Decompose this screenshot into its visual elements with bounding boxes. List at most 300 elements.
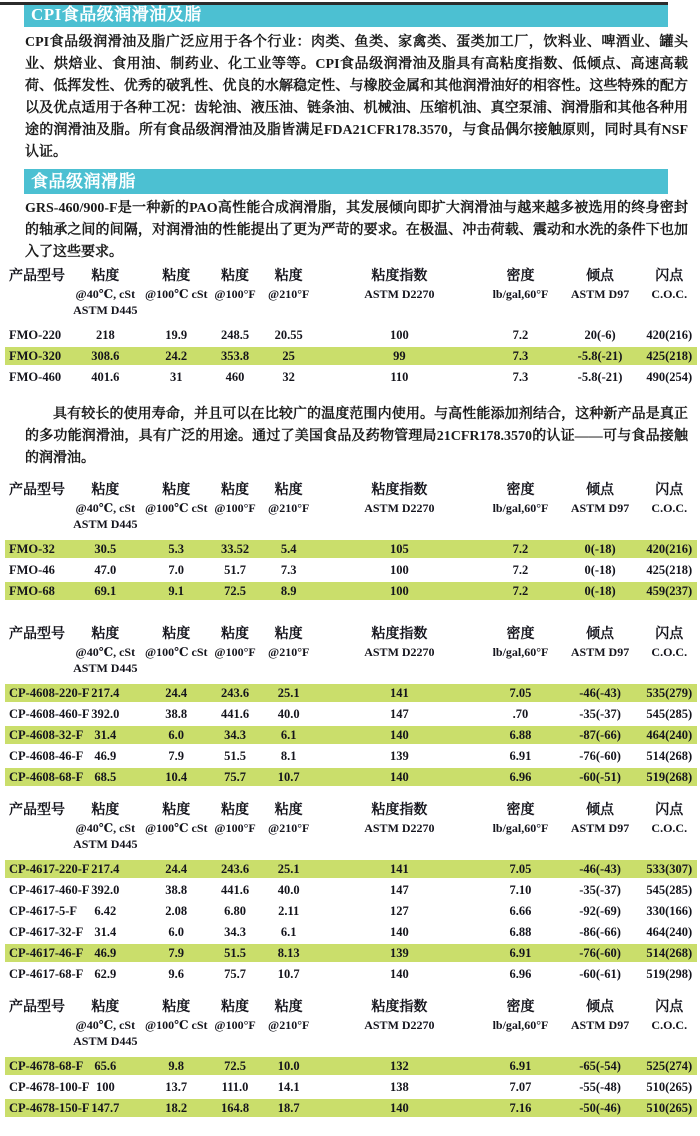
spec-value: 33.52 — [220, 541, 250, 556]
spec-value: 392.0 — [91, 882, 120, 897]
spec-value: 25 — [282, 348, 295, 363]
column-header-line: 粘度指数 — [371, 1000, 428, 1015]
table-row — [5, 923, 697, 941]
column-header-line: C.O.C. — [651, 1018, 688, 1032]
column-header-line: ASTM D445 — [73, 837, 138, 851]
spec-value: 10.7 — [277, 966, 300, 981]
spec-value: 9.1 — [168, 583, 185, 598]
spec-value: 110 — [390, 369, 409, 384]
spec-value: 7.05 — [509, 861, 532, 876]
column-header-line: C.O.C. — [651, 645, 688, 659]
spec-value: 217.4 — [91, 685, 120, 700]
spec-table-cp4678 — [5, 999, 697, 1117]
spec-value: 218 — [95, 327, 115, 342]
spec-value: 18.2 — [165, 1100, 188, 1115]
spec-value: 105 — [390, 541, 409, 556]
product-model: CP-4678-150-F — [9, 1100, 90, 1115]
column-header-line: 密度 — [506, 269, 535, 284]
column-header-line: @210°F — [268, 501, 310, 515]
table-row — [5, 860, 697, 878]
spec-value: 0(-18) — [584, 583, 616, 598]
table-row — [5, 1078, 697, 1096]
column-header-line: 产品型号 — [9, 269, 65, 284]
column-header — [261, 802, 316, 852]
spec-value: 6.96 — [509, 769, 532, 784]
spec-value: 14.1 — [277, 1079, 300, 1094]
column-header-line: 粘度 — [91, 627, 120, 642]
spec-value: 6.1 — [280, 727, 297, 742]
column-header-line: ASTM D97 — [570, 645, 630, 659]
table-row — [5, 368, 697, 386]
column-header — [209, 999, 261, 1049]
product-model: CP-4617-5-F — [9, 903, 78, 918]
spec-value: 141 — [390, 685, 409, 700]
column-header — [67, 999, 143, 1049]
spec-value: -76(-60) — [579, 945, 621, 960]
table-row — [5, 561, 697, 579]
table-row — [5, 965, 697, 983]
spec-value: -60(-61) — [579, 966, 621, 981]
spec-value: 140 — [390, 924, 409, 939]
spec-value: 243.6 — [220, 685, 250, 700]
spec-value: 7.3 — [512, 348, 529, 363]
column-header-line: 粘度 — [274, 269, 303, 284]
spec-value: 10.0 — [277, 1058, 300, 1073]
spec-value: 25.1 — [277, 685, 300, 700]
column-header — [482, 268, 558, 318]
column-header-line: @100°F — [214, 1018, 256, 1032]
column-header-line: 粘度指数 — [371, 269, 428, 284]
column-header-line: 密度 — [506, 483, 535, 498]
column-header-line: 闪点 — [655, 269, 684, 284]
spec-value: 65.6 — [94, 1058, 117, 1073]
column-header-line: ASTM D2270 — [364, 1018, 435, 1032]
column-header-line: 粘度 — [221, 1000, 250, 1015]
spec-value: 10.4 — [165, 769, 188, 784]
spec-value: 147.7 — [91, 1100, 120, 1115]
column-header-line: ASTM D445 — [73, 661, 138, 675]
spec-table-cp4608 — [5, 626, 697, 786]
section-title-bar-oils — [24, 2, 668, 27]
spec-value: -35(-37) — [579, 706, 621, 721]
spec-value: 0(-18) — [584, 541, 616, 556]
column-header-line: 密度 — [506, 627, 535, 642]
oils-intro-paragraph: CPI食品级润滑油及脂广泛应用于各个行业：肉类、鱼类、家禽类、蛋类加工厂，饮料业、啤酒业、罐头业、烘焙业、食用油、制药业、化工业等等。CPI食品级润滑油及脂具有高粘度指数、低倾点、高速高载荷、低挥发性、优秀的破乳性、优良的水解稳定性、与橡胶金属和其他润滑油好的相容性。这些特殊的配方以及优点适用于各种工况：齿轮油、液压油、链条油、机械油、压缩机油、真空泵浦、润滑脂和其他各种用途的润滑油及脂。所有食品级润滑油及脂皆满足FDA21CFR178.3570，与食品偶尔接触原则，同时具有NSF认证。 — [25, 35, 688, 160]
column-header-line: @100°F — [214, 821, 256, 835]
column-header-product — [5, 626, 67, 676]
spec-value: 7.10 — [509, 882, 532, 897]
spec-value: 40.0 — [277, 706, 300, 721]
spec-value: 140 — [390, 1100, 409, 1115]
spec-value: 490(254) — [646, 369, 693, 384]
product-model: CP-4608-46-F — [9, 748, 84, 763]
page-top-edge — [0, 2, 668, 5]
column-header-line: @210°F — [268, 821, 310, 835]
spec-value: 31.4 — [94, 924, 117, 939]
spec-value: 69.1 — [94, 583, 117, 598]
spec-value: -50(-46) — [579, 1100, 621, 1115]
column-header-line: ASTM D445 — [73, 303, 138, 317]
product-model: CP-4617-460-F — [9, 882, 90, 897]
column-header-line: ASTM D97 — [570, 287, 630, 301]
column-header — [209, 626, 261, 676]
product-model: FMO-320 — [9, 348, 62, 363]
spec-value: 5.4 — [280, 541, 297, 556]
column-header-line: 粘度 — [162, 269, 191, 284]
spec-value: 75.7 — [224, 769, 246, 784]
column-header-line: ASTM D2270 — [364, 501, 435, 515]
spec-value: 38.8 — [165, 882, 188, 897]
column-header-line: 粘度 — [221, 483, 250, 498]
spec-value: 141 — [390, 861, 409, 876]
product-model: CP-4608-68-F — [9, 769, 84, 784]
spec-value: -87(-66) — [579, 727, 621, 742]
spec-value: 19.9 — [165, 327, 188, 342]
column-header — [67, 626, 143, 676]
column-header-line: 倾点 — [586, 483, 615, 498]
spec-value: 139 — [390, 748, 409, 763]
table-row — [5, 1057, 697, 1075]
spec-value: 6.0 — [168, 924, 185, 939]
mid-paragraph: 具有较长的使用寿命，并且可以在比较广的温度范围内使用。与高性能添加剂结合，这种新产品是真正的多功能润滑油，具有广泛的用途。通过了美国食品及药物管理局21CFR178.3570的认证——可与食品接触的润滑油。 — [25, 407, 688, 466]
column-header-line: ASTM D445 — [73, 1034, 138, 1048]
spec-value: 514(268) — [646, 748, 693, 763]
column-header-line: 粘度 — [274, 627, 303, 642]
spec-value: 24.2 — [165, 348, 188, 363]
column-header — [642, 626, 697, 676]
column-header — [559, 999, 642, 1049]
table-row — [5, 347, 697, 365]
spec-value: 533(307) — [646, 861, 693, 876]
spec-value: 147 — [390, 706, 409, 721]
section-title-bar-grease — [24, 169, 668, 194]
table-header-row — [5, 999, 697, 1049]
spec-value: 7.9 — [168, 945, 185, 960]
column-header — [559, 268, 642, 318]
spec-value: 46.9 — [94, 748, 117, 763]
table-header-row — [5, 268, 697, 318]
spec-value: 392.0 — [91, 706, 120, 721]
product-model: FMO-68 — [9, 583, 55, 598]
spec-value: 10.7 — [277, 769, 300, 784]
spec-value: 6.88 — [509, 924, 532, 939]
spec-table-cp4617 — [5, 802, 697, 983]
spec-value: 6.1 — [280, 924, 297, 939]
spec-value: .70 — [512, 706, 529, 721]
column-header-line: 产品型号 — [9, 483, 65, 498]
spec-value: -65(-54) — [579, 1058, 621, 1073]
spec-value: 7.0 — [168, 562, 185, 577]
column-header-line: 粘度 — [91, 803, 120, 818]
spec-value: 510(265) — [646, 1100, 693, 1115]
spec-value: 353.8 — [220, 348, 250, 363]
column-header-line: ASTM D2270 — [364, 645, 435, 659]
column-header-line: @40℃, cSt — [75, 501, 136, 515]
column-header — [143, 482, 209, 532]
column-header-line: 粘度指数 — [371, 627, 428, 642]
spec-value: 68.5 — [94, 769, 117, 784]
spec-value: 99 — [393, 348, 406, 363]
spec-value: 31 — [169, 369, 183, 384]
spec-value: 7.9 — [168, 748, 185, 763]
column-header-line: @210°F — [268, 287, 310, 301]
column-header-line: ASTM D2270 — [364, 821, 435, 835]
spec-value: 51.5 — [224, 945, 246, 960]
spec-value: 460 — [225, 369, 245, 384]
product-model: FMO-32 — [9, 541, 55, 556]
column-header — [316, 802, 482, 852]
spec-value: 24.4 — [165, 685, 188, 700]
product-model: CP-4617-68-F — [9, 966, 84, 981]
spec-value: 519(298) — [646, 966, 693, 981]
spec-value: 464(240) — [646, 924, 693, 939]
column-header — [261, 268, 316, 318]
spec-value: 8.13 — [277, 945, 300, 960]
spec-value: 535(279) — [646, 685, 693, 700]
spec-value: 420(216) — [646, 541, 693, 556]
spec-value: 7.05 — [509, 685, 532, 700]
spec-value: 420(216) — [646, 327, 693, 342]
column-header-line: ASTM D2270 — [364, 287, 435, 301]
column-header — [209, 268, 261, 318]
spec-value: 6.80 — [224, 903, 246, 918]
section-title-oils: CPI食品级润滑油及脂 — [31, 5, 202, 24]
column-header-line: 密度 — [506, 803, 535, 818]
column-header-line: 密度 — [506, 1000, 535, 1015]
product-model: FMO-220 — [9, 327, 62, 342]
spec-value: 47.0 — [94, 562, 117, 577]
spec-value: 6.91 — [509, 945, 532, 960]
column-header-line: 粘度 — [274, 483, 303, 498]
column-header-line: @100℃ cSt — [144, 821, 208, 835]
table-row — [5, 582, 697, 600]
column-header-line: 粘度 — [162, 483, 191, 498]
spec-value: 7.07 — [509, 1079, 532, 1094]
column-header — [143, 626, 209, 676]
spec-table-fmo-high — [5, 268, 697, 386]
column-header-line: @40℃, cSt — [75, 287, 136, 301]
spec-value: 100 — [390, 562, 409, 577]
column-header — [482, 999, 558, 1049]
spec-value: -46(-43) — [579, 861, 621, 876]
column-header-line: 倾点 — [586, 269, 615, 284]
spec-value: 7.3 — [512, 369, 529, 384]
spec-value: 140 — [390, 966, 409, 981]
column-header-line: @100°F — [214, 501, 256, 515]
column-header-line: 粘度 — [274, 803, 303, 818]
table-row — [5, 747, 697, 765]
column-header — [209, 482, 261, 532]
column-header-line: 产品型号 — [9, 803, 65, 818]
spec-value: -55(-48) — [579, 1079, 621, 1094]
spec-value: 127 — [390, 903, 409, 918]
spec-value: 25.1 — [277, 861, 300, 876]
spec-value: 40.0 — [277, 882, 300, 897]
spec-value: 51.5 — [224, 748, 246, 763]
column-header-line: lb/gal,60°F — [492, 821, 549, 835]
column-header — [143, 802, 209, 852]
spec-value: -5.8(-21) — [577, 348, 623, 363]
column-header-line: @100℃ cSt — [144, 1018, 208, 1032]
column-header-line: 粘度指数 — [371, 483, 428, 498]
spec-value: 7.3 — [280, 562, 297, 577]
product-model: FMO-46 — [9, 562, 55, 577]
column-header-line: 倾点 — [586, 627, 615, 642]
product-model: CP-4608-220-F — [9, 685, 90, 700]
column-header — [559, 482, 642, 532]
spec-value: 13.7 — [165, 1079, 188, 1094]
column-header — [559, 626, 642, 676]
column-header — [316, 268, 482, 318]
spec-value: 164.8 — [220, 1100, 250, 1115]
spec-value: -5.8(-21) — [577, 369, 623, 384]
column-header-product — [5, 802, 67, 852]
table-row — [5, 726, 697, 744]
spec-value: 139 — [390, 945, 409, 960]
column-header — [316, 482, 482, 532]
spec-value: 72.5 — [224, 583, 246, 598]
product-model: FMO-460 — [9, 369, 62, 384]
table-row — [5, 768, 697, 786]
spec-value: 248.5 — [220, 327, 250, 342]
column-header-line: C.O.C. — [651, 501, 688, 515]
spec-value: 31.4 — [94, 727, 117, 742]
column-header-line: @40℃, cSt — [75, 645, 136, 659]
spec-value: 8.1 — [280, 748, 297, 763]
table-row — [5, 705, 697, 723]
spec-value: -92(-69) — [579, 903, 621, 918]
column-header — [261, 482, 316, 532]
spec-value: 100 — [390, 583, 409, 598]
table-row — [5, 1099, 697, 1117]
table-header-row — [5, 482, 697, 532]
spec-value: 140 — [390, 769, 409, 784]
column-header-line: 粘度 — [221, 627, 250, 642]
spec-value: 132 — [390, 1058, 409, 1073]
column-header-product — [5, 482, 67, 532]
column-header-line: ASTM D97 — [570, 821, 630, 835]
spec-value: 9.6 — [168, 966, 185, 981]
column-header-line: 粘度 — [221, 803, 250, 818]
table-row — [5, 540, 697, 558]
column-header-line: @100°F — [214, 645, 256, 659]
column-header — [482, 626, 558, 676]
column-header-line: 粘度 — [91, 483, 120, 498]
table-header-row — [5, 802, 697, 852]
column-header-line: ASTM D97 — [570, 1018, 630, 1032]
spec-value: 72.5 — [224, 1058, 246, 1073]
column-header-line: 粘度 — [162, 627, 191, 642]
table-row — [5, 881, 697, 899]
column-header-line: @100℃ cSt — [144, 287, 208, 301]
spec-value: 147 — [390, 882, 409, 897]
spec-value: 7.2 — [512, 583, 529, 598]
spec-value: 425(218) — [646, 348, 693, 363]
product-model: CP-4608-32-F — [9, 727, 84, 742]
spec-value: 100 — [95, 1079, 115, 1094]
column-header-line: @100℃ cSt — [144, 501, 208, 515]
spec-value: 7.16 — [509, 1100, 532, 1115]
spec-value: 6.42 — [94, 903, 117, 918]
spec-value: 20(-6) — [584, 327, 616, 342]
column-header — [482, 802, 558, 852]
spec-value: 30.5 — [94, 541, 117, 556]
column-header-line: lb/gal,60°F — [492, 501, 549, 515]
column-header-line: ASTM D97 — [570, 501, 630, 515]
column-header-line: 倾点 — [586, 1000, 615, 1015]
column-header-line: ASTM D445 — [73, 517, 138, 531]
column-header-line: 产品型号 — [9, 627, 65, 642]
column-header — [482, 482, 558, 532]
product-model: CP-4608-460-F — [9, 706, 90, 721]
spec-value: 545(285) — [646, 882, 693, 897]
spec-value: 32 — [282, 369, 295, 384]
spec-value: 9.8 — [168, 1058, 185, 1073]
spec-value: 7.2 — [512, 562, 529, 577]
column-header-line: @40℃, cSt — [75, 821, 136, 835]
column-header-line: 粘度 — [162, 1000, 191, 1015]
column-header-line: 粘度 — [274, 1000, 303, 1015]
product-model: CP-4678-68-F — [9, 1058, 84, 1073]
column-header-line: @40℃, cSt — [75, 1018, 136, 1032]
column-header — [67, 802, 143, 852]
spec-value: 514(268) — [646, 945, 693, 960]
column-header-line: 闪点 — [655, 627, 684, 642]
spec-table-fmo-low — [5, 482, 697, 600]
spec-value: 5.3 — [168, 541, 185, 556]
spec-value: 464(240) — [646, 727, 693, 742]
spec-value: -76(-60) — [579, 748, 621, 763]
spec-value: 138 — [390, 1079, 409, 1094]
column-header-line: 粘度 — [91, 1000, 120, 1015]
spec-value: 20.55 — [274, 327, 303, 342]
product-model: CP-4617-46-F — [9, 945, 84, 960]
column-header — [559, 802, 642, 852]
document-page — [0, 2, 700, 1117]
column-header-line: 粘度 — [162, 803, 191, 818]
column-header-line: 倾点 — [586, 803, 615, 818]
spec-value: 6.91 — [509, 748, 532, 763]
column-header — [209, 802, 261, 852]
spec-value: 38.8 — [165, 706, 188, 721]
spec-value: 34.3 — [224, 727, 246, 742]
spec-value: 62.9 — [94, 966, 117, 981]
column-header-line: C.O.C. — [651, 821, 688, 835]
spec-value: 18.7 — [277, 1100, 300, 1115]
table-header-row — [5, 626, 697, 676]
column-header — [143, 268, 209, 318]
column-header-product — [5, 268, 67, 318]
spec-value: 8.9 — [280, 583, 297, 598]
spec-value: 7.2 — [512, 327, 529, 342]
spec-value: -86(-66) — [579, 924, 621, 939]
column-header — [642, 802, 697, 852]
spec-value: 6.96 — [509, 966, 532, 981]
spec-value: 217.4 — [91, 861, 120, 876]
spec-value: 6.0 — [168, 727, 185, 742]
column-header-line: lb/gal,60°F — [492, 1018, 549, 1032]
column-header-line: 粘度指数 — [371, 803, 428, 818]
spec-value: 510(265) — [646, 1079, 693, 1094]
column-header-line: 粘度 — [221, 269, 250, 284]
column-header — [642, 482, 697, 532]
section-title-grease: 食品级润滑脂 — [31, 172, 136, 191]
column-header — [67, 482, 143, 532]
spec-value: 46.9 — [94, 945, 117, 960]
spec-value: 545(285) — [646, 706, 693, 721]
product-model: CP-4678-100-F — [9, 1079, 90, 1094]
column-header — [316, 999, 482, 1049]
